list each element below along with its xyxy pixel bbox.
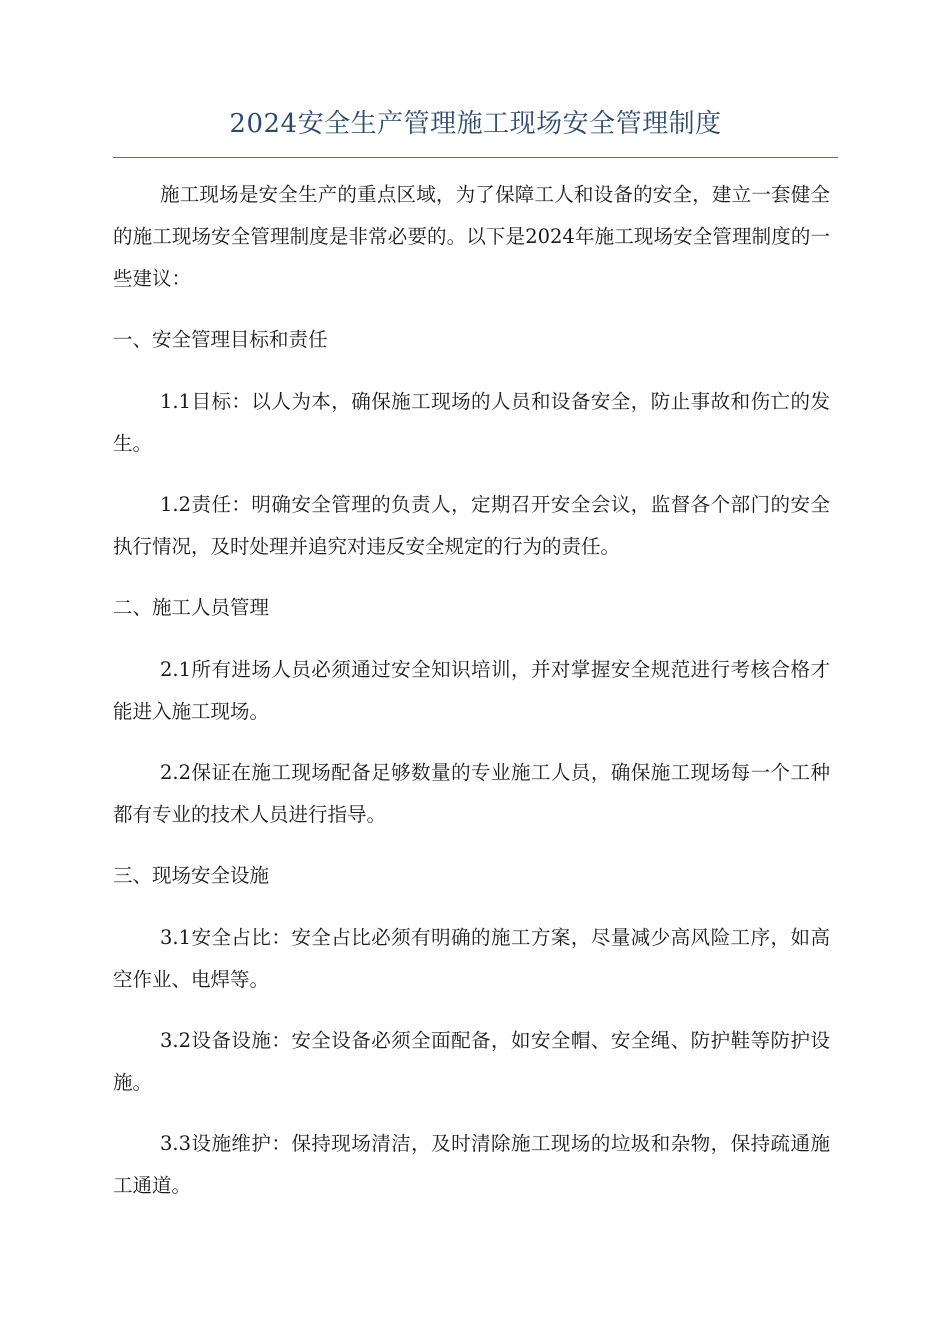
section-1-item-1: 1.1目标：以人为本，确保施工现场的人员和设备安全，防止事故和伤亡的发生。 — [113, 390, 830, 455]
section-3-heading: 三、现场安全设施 — [113, 864, 270, 887]
section-2-item-2: 2.2保证在施工现场配备足够数量的专业施工人员，确保施工现场每一个工种都有专业的技术人员进行指导。 — [113, 761, 830, 826]
section-2-item-1: 2.1所有进场人员必须通过安全知识培训，并对掌握安全规范进行考核合格才能进入施工现场。 — [113, 658, 830, 723]
section-1-heading: 一、安全管理目标和责任 — [113, 328, 328, 351]
section-3-item-2: 3.2设备设施：安全设备必须全面配备，如安全帽、安全绳、防护鞋等防护设施。 — [113, 1029, 830, 1094]
document-title: 2024安全生产管理施工现场安全管理制度 — [229, 109, 722, 139]
document-body — [113, 174, 830, 1226]
section-2-heading: 二、施工人员管理 — [113, 596, 270, 619]
section-1-item-2: 1.2责任：明确安全管理的负责人，定期召开安全会议，监督各个部门的安全执行情况，及时处理并追究对违反安全规定的行为的责任。 — [113, 493, 830, 558]
title-divider — [113, 157, 838, 158]
intro-paragraph: 施工现场是安全生产的重点区域，为了保障工人和设备的安全，建立一套健全的施工现场安全管理制度是非常必要的。以下是2024年施工现场安全管理制度的一些建议： — [113, 183, 830, 290]
section-3-item-1: 3.1安全占比：安全占比必须有明确的施工方案，尽量减少高风险工序，如高空作业、电焊等。 — [113, 926, 830, 991]
section-3-item-3: 3.3设施维护：保持现场清洁，及时清除施工现场的垃圾和杂物，保持疏通施工通道。 — [113, 1132, 830, 1197]
